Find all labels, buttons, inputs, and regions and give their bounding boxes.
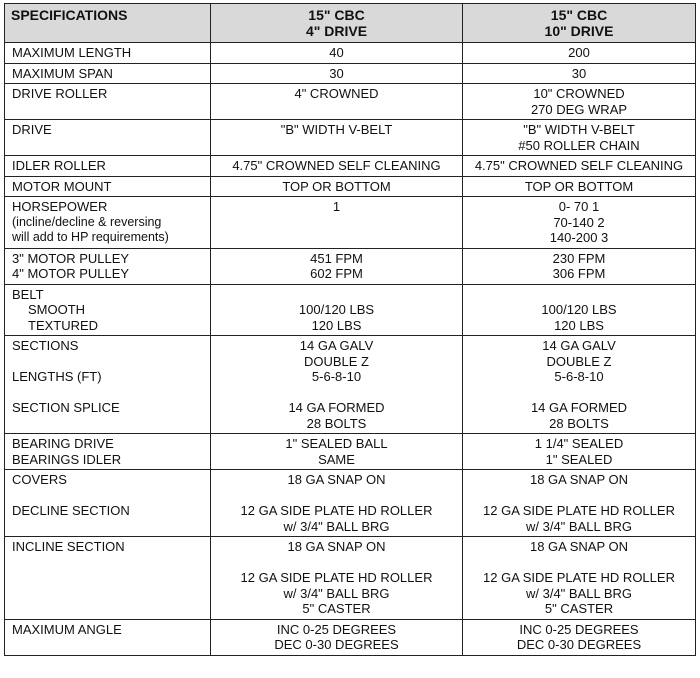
spec-value-line: 18 GA SNAP ON [287,539,386,554]
table-row [5,120,696,156]
spec-value-line: 30 [571,65,587,81]
spec-value-line: SAME [318,451,355,467]
spec-label-cell [5,619,211,655]
spec-value-line [215,215,458,231]
spec-value-line [215,287,458,303]
table-row [5,537,696,620]
spec-label-line: COVERS [12,472,67,487]
spec-value-line: "B" WIDTH V-BELT [280,122,393,137]
spec-value-line: 5-6-8-10 [554,369,604,384]
spec-value-line [215,385,458,401]
spec-label-line [12,138,206,154]
spec-label-line: 4" MOTOR PULLEY [12,266,130,281]
spec-value-line: w/ 3/4" BALL BRG [283,518,390,534]
spec-value-10in-cell [463,43,696,64]
spec-value-10in-cell [463,63,696,84]
spec-value-4in-cell [211,470,463,537]
spec-value-10in-cell [463,248,696,284]
spec-label-cell [5,156,211,177]
spec-value-line: 14 GA GALV [299,338,374,353]
spec-label-line: LENGTHS (FT) [12,369,102,384]
table-row [5,63,696,84]
spec-value-10in-cell [463,537,696,620]
spec-value-4in-cell [211,120,463,156]
spec-value-line: 200 [568,45,590,60]
spec-value-line [215,102,458,118]
spec-value-line [467,287,691,303]
spec-value-line [467,488,691,504]
spec-value-4in-cell [211,176,463,197]
spec-label-cell [5,336,211,434]
spec-label-line: MAXIMUM ANGLE [12,621,122,637]
spec-label-line [12,416,206,432]
spec-value-line: 4.75" CROWNED SELF CLEANING [474,158,684,173]
spec-label-cell [5,120,211,156]
spec-value-10in-cell [463,197,696,249]
spec-value-10in-cell [463,120,696,156]
spec-value-line: 451 FPM [310,250,363,266]
spec-value-10in-cell [463,336,696,434]
spec-value-line: DEC 0-30 DEGREES [516,637,642,652]
spec-value-line: 5" CASTER [544,601,614,616]
spec-value-4in-cell [211,63,463,84]
spec-value-line: 120 LBS [311,317,362,333]
spec-label-line: IDLER ROLLER [12,158,106,173]
spec-label-cell [5,197,211,249]
spec-value-line: #50 ROLLER CHAIN [518,137,640,153]
spec-value-4in-cell [211,284,463,336]
spec-label-line: BELT [12,286,44,302]
spec-value-10in-cell [463,470,696,537]
spec-label-line [12,354,206,370]
spec-value-line: 140-200 3 [549,230,609,245]
spec-value-line [467,385,691,401]
spec-label-line: 3" MOTOR PULLEY [12,250,130,266]
spec-value-line: 100/120 LBS [541,302,617,317]
header-10in-drive-line: 10" DRIVE [544,22,614,39]
spec-label-line: SECTION SPLICE [12,400,120,415]
spec-label-line [12,601,206,617]
header-row [5,4,696,43]
spec-label-cell [5,43,211,64]
spec-value-line: 40 [329,45,344,60]
table-row [5,43,696,64]
table-row [5,156,696,177]
spec-value-line [215,230,458,246]
spec-table-body [5,43,696,656]
spec-value-line [215,488,458,504]
spec-value-line: 306 FPM [552,266,606,281]
spec-value-line [215,555,458,571]
spec-value-10in-cell [463,176,696,197]
spec-value-line: INC 0-25 DEGREES [519,621,639,637]
spec-label-line: (incline/decline & reversing [12,214,162,229]
spec-value-4in-cell [211,434,463,470]
spec-value-line: 14 GA FORMED [288,400,385,415]
spec-label-line: SECTIONS [12,338,79,353]
header-4in-drive [211,4,463,43]
spec-label-cell [5,84,211,120]
table-row [5,284,696,336]
table-row [5,248,696,284]
spec-value-line: 70-140 2 [553,214,605,230]
spec-value-line: 230 FPM [552,250,606,266]
spec-value-line: 4.75" CROWNED SELF CLEANING [232,158,441,173]
spec-label-line: TEXTURED [28,317,99,333]
spec-value-line: 602 FPM [310,266,363,281]
spec-value-10in-cell [463,619,696,655]
spec-label-line [12,488,206,504]
spec-label-line [12,570,206,586]
spec-value-line: 12 GA SIDE PLATE HD ROLLER [483,570,675,585]
spec-label-line: MAXIMUM SPAN [12,65,113,81]
spec-value-line: 14 GA GALV [542,338,616,353]
spec-value-line: w/ 3/4" BALL BRG [525,518,632,534]
spec-label-line: MOTOR MOUNT [12,178,112,194]
spec-value-line: 30 [329,65,344,81]
spec-value-4in-cell [211,43,463,64]
spec-label-line [12,555,206,571]
spec-value-line: 12 GA SIDE PLATE HD ROLLER [240,503,433,518]
spec-label-line: will add to HP requirements) [12,230,169,244]
spec-value-line: TOP OR BOTTOM [282,178,391,194]
spec-value-4in-cell [211,336,463,434]
spec-label-line [12,102,206,118]
spec-label-line: DRIVE [12,122,52,137]
spec-value-4in-cell [211,156,463,177]
spec-value-line: DEC 0-30 DEGREES [274,637,399,652]
spec-value-10in-cell [463,84,696,120]
spec-label-cell [5,537,211,620]
spec-value-line: 14 GA FORMED [530,400,628,415]
spec-label-line [12,586,206,602]
header-specifications: SPECIFICATIONS [5,4,211,43]
header-10in-drive [463,4,696,43]
spec-value-line: 120 LBS [554,317,604,333]
table-row [5,434,696,470]
spec-value-4in-cell [211,537,463,620]
header-4in-drive-line: 4" DRIVE [305,22,368,39]
spec-value-10in-cell [463,434,696,470]
spec-value-line: 1" SEALED [545,451,613,467]
spec-value-line: 1 1/4" SEALED [534,436,624,451]
spec-label-line: MAXIMUM LENGTH [12,45,132,60]
spec-value-line: 12 GA SIDE PLATE HD ROLLER [240,570,433,585]
spec-label-line [12,637,206,653]
spec-label-line: DECLINE SECTION [12,503,130,518]
spec-value-line: 270 DEG WRAP [530,101,628,117]
spec-value-line: 10" CROWNED [533,86,625,101]
spec-label-line: INCLINE SECTION [12,539,125,554]
header-10in-drive-line: 15" CBC [550,7,608,23]
table-row [5,176,696,197]
spec-label-cell [5,176,211,197]
spec-label-cell [5,284,211,336]
table-row [5,197,696,249]
spec-value-line: 5-6-8-10 [311,369,362,384]
spec-label-line: BEARING DRIVE [12,436,114,451]
spec-value-line: 4" CROWNED [294,86,379,101]
spec-value-line: 100/120 LBS [298,302,375,317]
spec-value-line: 18 GA SNAP ON [529,472,629,487]
spec-label-cell [5,470,211,537]
spec-value-line: 18 GA SNAP ON [529,539,629,554]
spec-label-cell [5,63,211,84]
table-row [5,619,696,655]
spec-value-line: 1" SEALED BALL [285,436,388,451]
spec-value-line: DOUBLE Z [546,353,612,369]
spec-value-line: w/ 3/4" BALL BRG [283,585,390,601]
spec-value-4in-cell [211,248,463,284]
spec-value-4in-cell [211,619,463,655]
spec-label-line: BEARINGS IDLER [12,451,122,467]
spec-value-line: w/ 3/4" BALL BRG [525,585,632,601]
spec-value-line: 0- 70 1 [558,199,600,214]
spec-value-line: 28 BOLTS [549,415,609,431]
spec-value-line: 18 GA SNAP ON [287,472,386,487]
spec-label-cell [5,248,211,284]
spec-value-4in-cell [211,84,463,120]
spec-value-line: 1 [332,199,341,214]
spec-value-line [215,138,458,154]
spec-value-4in-cell [211,197,463,249]
spec-label-line: SMOOTH [28,302,86,317]
spec-label-line: DRIVE ROLLER [12,86,108,101]
spec-label-line [12,385,206,401]
spec-value-line: TOP OR BOTTOM [524,178,634,194]
spec-label-cell [5,434,211,470]
specifications-table [4,3,696,656]
table-row [5,336,696,434]
spec-value-line: 28 BOLTS [306,415,367,431]
spec-value-line: 12 GA SIDE PLATE HD ROLLER [483,503,675,518]
spec-label-line: HORSEPOWER [12,199,108,214]
table-row [5,84,696,120]
spec-label-line [12,519,206,535]
header-4in-drive-line: 15" CBC [308,7,365,23]
spec-value-line: INC 0-25 DEGREES [276,621,397,637]
spec-value-line [467,555,691,571]
spec-value-10in-cell [463,284,696,336]
spec-value-line: 5" CASTER [302,601,371,616]
spec-value-10in-cell [463,156,696,177]
spec-table-wrapper [4,3,696,656]
table-row [5,470,696,537]
spec-value-line: DOUBLE Z [303,353,369,369]
spec-value-line: "B" WIDTH V-BELT [523,122,635,137]
